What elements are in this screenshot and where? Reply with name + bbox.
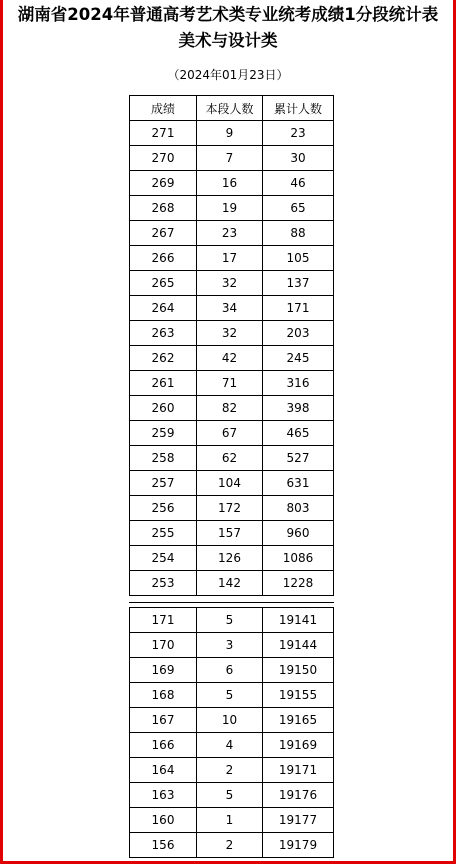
score-cell: 171 bbox=[130, 608, 197, 633]
segment-count-cell: 104 bbox=[197, 471, 263, 496]
score-cell: 266 bbox=[130, 246, 197, 271]
cumulative-count-cell: 203 bbox=[263, 321, 334, 346]
segment-count-cell: 5 bbox=[197, 783, 263, 808]
score-cell: 258 bbox=[130, 446, 197, 471]
table-row bbox=[130, 396, 334, 421]
cumulative-count-cell: 19144 bbox=[263, 633, 334, 658]
score-cell: 156 bbox=[130, 833, 197, 858]
score-cell: 270 bbox=[130, 146, 197, 171]
cumulative-count-cell: 171 bbox=[263, 296, 334, 321]
header-cumulative-count: 累计人数 bbox=[263, 96, 334, 121]
score-cell: 166 bbox=[130, 733, 197, 758]
cumulative-count-cell: 465 bbox=[263, 421, 334, 446]
segment-count-cell: 9 bbox=[197, 121, 263, 146]
segment-count-cell: 5 bbox=[197, 683, 263, 708]
table-row bbox=[130, 521, 334, 546]
cumulative-count-cell: 19169 bbox=[263, 733, 334, 758]
cumulative-count-cell: 316 bbox=[263, 371, 334, 396]
score-cell: 169 bbox=[130, 658, 197, 683]
table-row bbox=[130, 733, 334, 758]
table-row bbox=[130, 371, 334, 396]
page-title: 湖南省2024年普通高考艺术类专业统考成绩1分段统计表 bbox=[17, 5, 439, 24]
score-table-top bbox=[129, 95, 334, 596]
segment-count-cell: 7 bbox=[197, 146, 263, 171]
table-body-bottom bbox=[130, 608, 334, 858]
segment-count-cell: 2 bbox=[197, 758, 263, 783]
segment-count-cell: 126 bbox=[197, 546, 263, 571]
score-cell: 255 bbox=[130, 521, 197, 546]
table-row bbox=[130, 296, 334, 321]
score-table-bottom bbox=[129, 607, 334, 858]
score-cell: 262 bbox=[130, 346, 197, 371]
page-subtitle: 美术与设计类 bbox=[178, 31, 278, 50]
score-cell: 163 bbox=[130, 783, 197, 808]
header-segment-count: 本段人数 bbox=[197, 96, 263, 121]
score-cell: 170 bbox=[130, 633, 197, 658]
table-row bbox=[130, 833, 334, 858]
table-row bbox=[130, 496, 334, 521]
cumulative-count-cell: 23 bbox=[263, 121, 334, 146]
cumulative-count-cell: 1228 bbox=[263, 571, 334, 596]
segment-count-cell: 32 bbox=[197, 321, 263, 346]
score-cell: 164 bbox=[130, 758, 197, 783]
score-cell: 267 bbox=[130, 221, 197, 246]
segment-count-cell: 5 bbox=[197, 608, 263, 633]
table-row bbox=[130, 196, 334, 221]
table-row bbox=[130, 471, 334, 496]
table-row bbox=[130, 758, 334, 783]
cumulative-count-cell: 1086 bbox=[263, 546, 334, 571]
table-row bbox=[130, 421, 334, 446]
cumulative-count-cell: 19141 bbox=[263, 608, 334, 633]
cumulative-count-cell: 88 bbox=[263, 221, 334, 246]
segment-count-cell: 19 bbox=[197, 196, 263, 221]
score-cell: 265 bbox=[130, 271, 197, 296]
table-row bbox=[130, 321, 334, 346]
table-row bbox=[130, 658, 334, 683]
table-row bbox=[130, 683, 334, 708]
table-row bbox=[130, 783, 334, 808]
segment-count-cell: 42 bbox=[197, 346, 263, 371]
segment-count-cell: 2 bbox=[197, 833, 263, 858]
table-header-row bbox=[130, 96, 334, 121]
table-body-top bbox=[130, 121, 334, 596]
table-row bbox=[130, 446, 334, 471]
segment-count-cell: 1 bbox=[197, 808, 263, 833]
cumulative-count-cell: 19179 bbox=[263, 833, 334, 858]
cumulative-count-cell: 803 bbox=[263, 496, 334, 521]
cumulative-count-cell: 245 bbox=[263, 346, 334, 371]
table-row bbox=[130, 808, 334, 833]
segment-count-cell: 3 bbox=[197, 633, 263, 658]
cumulative-count-cell: 527 bbox=[263, 446, 334, 471]
segment-count-cell: 23 bbox=[197, 221, 263, 246]
score-cell: 271 bbox=[130, 121, 197, 146]
cumulative-count-cell: 19165 bbox=[263, 708, 334, 733]
score-cell: 257 bbox=[130, 471, 197, 496]
table-row bbox=[130, 171, 334, 196]
segment-count-cell: 4 bbox=[197, 733, 263, 758]
score-cell: 259 bbox=[130, 421, 197, 446]
cumulative-count-cell: 398 bbox=[263, 396, 334, 421]
cumulative-count-cell: 19176 bbox=[263, 783, 334, 808]
segment-count-cell: 34 bbox=[197, 296, 263, 321]
score-cell: 256 bbox=[130, 496, 197, 521]
cumulative-count-cell: 19155 bbox=[263, 683, 334, 708]
cumulative-count-cell: 46 bbox=[263, 171, 334, 196]
table-divider bbox=[129, 602, 334, 603]
segment-count-cell: 62 bbox=[197, 446, 263, 471]
table-row bbox=[130, 708, 334, 733]
table-row bbox=[130, 571, 334, 596]
table-row bbox=[130, 221, 334, 246]
segment-count-cell: 71 bbox=[197, 371, 263, 396]
segment-count-cell: 67 bbox=[197, 421, 263, 446]
score-cell: 263 bbox=[130, 321, 197, 346]
score-cell: 269 bbox=[130, 171, 197, 196]
cumulative-count-cell: 137 bbox=[263, 271, 334, 296]
cumulative-count-cell: 19177 bbox=[263, 808, 334, 833]
header-score: 成绩 bbox=[130, 96, 197, 121]
cumulative-count-cell: 19171 bbox=[263, 758, 334, 783]
segment-count-cell: 17 bbox=[197, 246, 263, 271]
table-row bbox=[130, 608, 334, 633]
score-cell: 260 bbox=[130, 396, 197, 421]
table-row bbox=[130, 346, 334, 371]
cumulative-count-cell: 65 bbox=[263, 196, 334, 221]
segment-count-cell: 82 bbox=[197, 396, 263, 421]
segment-count-cell: 142 bbox=[197, 571, 263, 596]
score-cell: 167 bbox=[130, 708, 197, 733]
score-cell: 160 bbox=[130, 808, 197, 833]
score-cell: 264 bbox=[130, 296, 197, 321]
table-row bbox=[130, 121, 334, 146]
segment-count-cell: 6 bbox=[197, 658, 263, 683]
table-row bbox=[130, 146, 334, 171]
segment-count-cell: 157 bbox=[197, 521, 263, 546]
segment-count-cell: 10 bbox=[197, 708, 263, 733]
segment-count-cell: 32 bbox=[197, 271, 263, 296]
table-row bbox=[130, 633, 334, 658]
segment-count-cell: 172 bbox=[197, 496, 263, 521]
table-row bbox=[130, 246, 334, 271]
score-cell: 253 bbox=[130, 571, 197, 596]
cumulative-count-cell: 631 bbox=[263, 471, 334, 496]
segment-count-cell: 16 bbox=[197, 171, 263, 196]
table-row bbox=[130, 271, 334, 296]
publish-date: （2024年01月23日） bbox=[167, 68, 289, 82]
table-row bbox=[130, 546, 334, 571]
score-cell: 268 bbox=[130, 196, 197, 221]
cumulative-count-cell: 19150 bbox=[263, 658, 334, 683]
cumulative-count-cell: 30 bbox=[263, 146, 334, 171]
score-cell: 254 bbox=[130, 546, 197, 571]
score-cell: 168 bbox=[130, 683, 197, 708]
cumulative-count-cell: 960 bbox=[263, 521, 334, 546]
score-cell: 261 bbox=[130, 371, 197, 396]
cumulative-count-cell: 105 bbox=[263, 246, 334, 271]
